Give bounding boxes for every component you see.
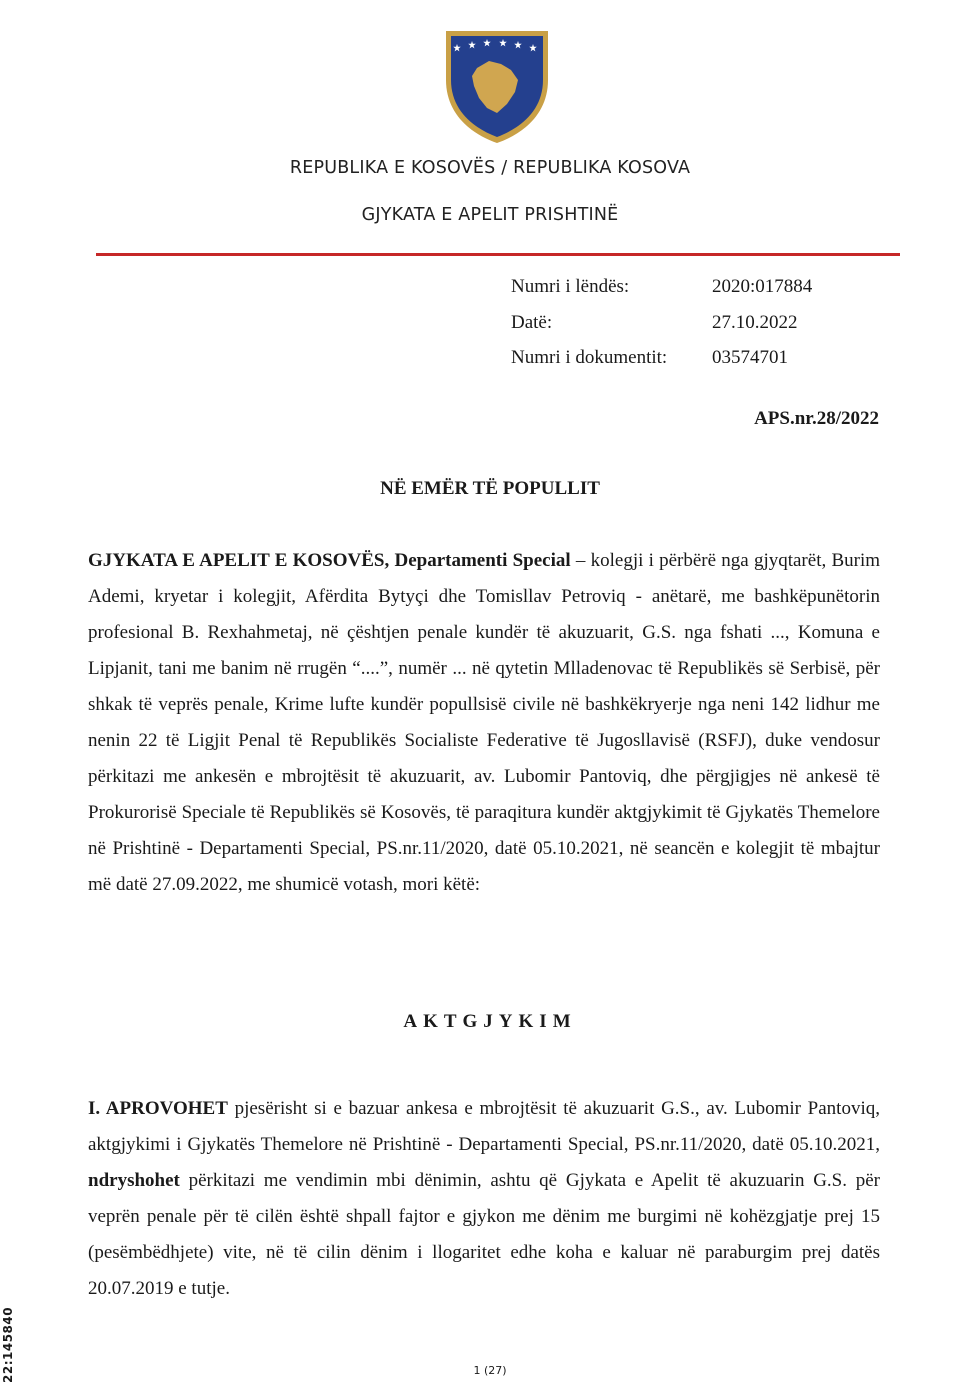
document-number-label: Numri i dokumentit: <box>511 347 668 368</box>
date-value: 27.10.2022 <box>712 312 798 333</box>
court-lead: GJYKATA E APELIT E KOSOVËS, <box>88 550 390 571</box>
court-name: GJYKATA E APELIT PRISHTINË <box>361 205 619 225</box>
case-number-value: 2020:017884 <box>712 276 813 297</box>
intro-paragraph <box>88 543 880 903</box>
page-number: 1 (27) <box>473 1364 507 1377</box>
case-reference: APS.nr.28/2022 <box>754 408 879 429</box>
intro-text: – kolegji i përbërë nga gjyqtarët, Burim Ademi, kryetar i kolegjit, Afërdita Bytyçi dhe Tomisllav Petroviq - anëtarë, me bashkëpunëtorin profesional B. Rexhahmetaj, në çështjen penale kundër të akuzuarit, G.S. nga fshati ..., Komuna e Lipjanit, tani me banim në rrugën “....”, numër ... në qytetin Mlladenovac të Republikës së Serbisë, për shkak të veprës penale, Krime lufte kundër popullsisë civile në bashkëkryerje nga neni 142 lidhur me nenin 22 të Ligjit Penal të Republikës Socialiste Federative të Jugosllavisë (RSFJ), duke vendosur përkitazi me ankesën e mbrojtësit të akuzuarit, av. Lubomir Pantoviq, dhe përgjigjes në ankesë të Prokurorisë Speciale të Republikës së Kosovës, të paraqitura kundër aktgjykimit të Gjykatës Themelore në Prishtinë - Departamenti Special, PS.nr.11/2020, datë 05.10.2021, në seancën e kolegjit të mbajtur më datë 27.09.2022, me shumicë votash, mori këtë: <box>88 550 881 895</box>
document-title: NË EMËR TË POPULLIT <box>380 478 600 499</box>
kosovo-coat-of-arms-icon <box>443 28 551 146</box>
section-1-text-a: pjesërisht si e bazuar ankesa e mbrojtësit të akuzuarit G.S., av. Lubomir Pantoviq, aktgjykimi i Gjykatës Themelore në Prishtinë - Departamenti Special, PS.nr.11/2020, datë 05.10.2021, <box>88 1098 880 1155</box>
section-1-lead: I. APROVOHET <box>88 1098 228 1119</box>
department-name: Departamenti Special <box>394 550 571 571</box>
section-1-emphasis: ndryshohet <box>88 1170 180 1191</box>
verdict-title: AKTGJYKIM <box>403 1011 577 1032</box>
header-divider <box>96 253 900 256</box>
document-number-value: 03574701 <box>712 347 788 368</box>
verdict-section-1 <box>88 1091 880 1307</box>
date-label: Datë: <box>511 312 553 333</box>
section-1-text-b: përkitazi me vendimin mbi dënimin, ashtu që Gjykata e Apelit të akuzuarin G.S. për veprën penale për të cilën është shpall fajtor e gjykon me dënim me burgimi në kohëzgjatje prej 15 (pesëmbëdhjete) vite, në të cilin dënim i llogaritet edhe koha e kaluar në paraburgim prej datës 20.07.2019 e tutje. <box>88 1170 880 1299</box>
case-number-label: Numri i lëndës: <box>511 276 630 297</box>
side-identifier: 22:145840 <box>1 1306 15 1383</box>
republic-header: REPUBLIKA E KOSOVËS / REPUBLIKA KOSOVA <box>289 158 691 178</box>
